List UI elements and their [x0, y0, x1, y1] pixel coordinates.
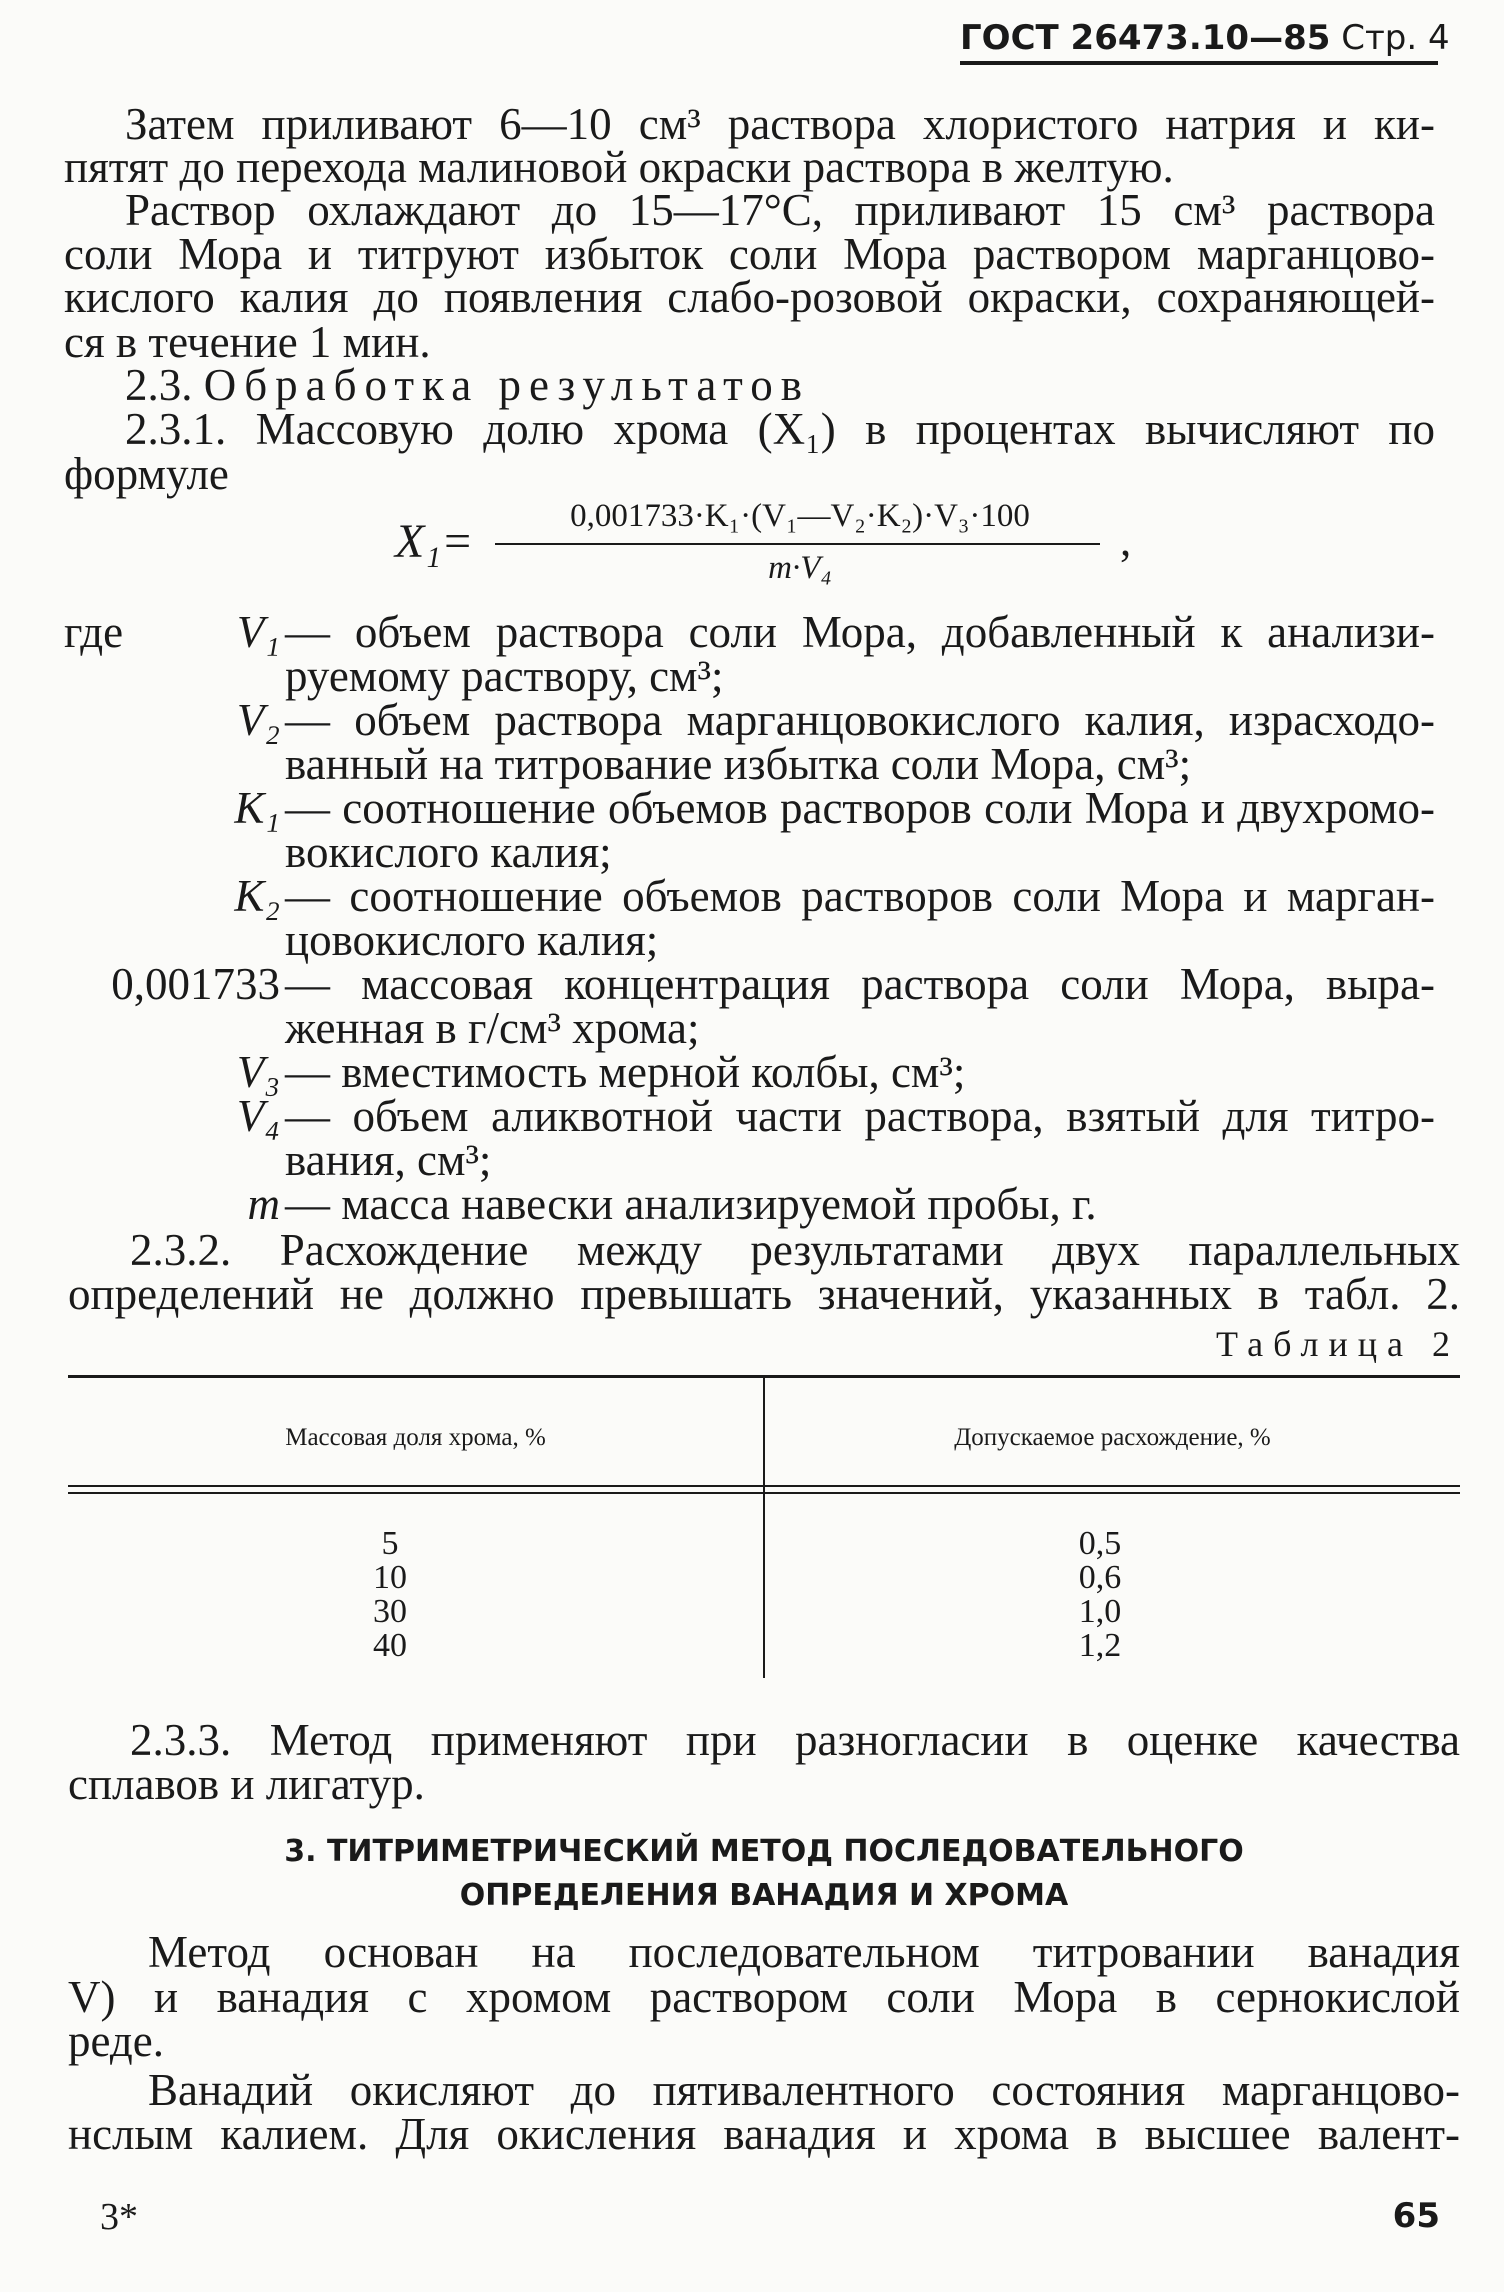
- table-header-chromium: Массовая доля хрома, %: [285, 1424, 546, 1451]
- def-concentration-line-2: женная в г/см³ хрома;: [285, 1003, 700, 1053]
- p-2-3-3-line-1: 2.3.3. Метод применяют при разногласии в оценке качества: [130, 1715, 1460, 1765]
- running-header: [960, 18, 1450, 78]
- def-symbol-k1: K₁: [234, 783, 280, 833]
- formula-lhs: X₁=: [395, 515, 474, 568]
- section-2-3-heading: [125, 360, 810, 410]
- p-2-3-3-line-2: сплавов и лигатур.: [68, 1759, 425, 1809]
- def-symbol-v4: V₄: [236, 1091, 280, 1141]
- def-v2-line-1: — объем раствора марганцовокислого калия, израсходо-: [285, 695, 1435, 745]
- p2-line-4: ся в течение 1 мин.: [64, 317, 431, 367]
- def-k2-line-1: — соотношение объемов растворов соли Мора и марган-: [285, 871, 1435, 921]
- p-2-3-2-line-1: 2.3.2. Расхождение между результатами двух параллельных: [130, 1225, 1460, 1275]
- def-v2-line-2: ванный на титрование избытка соли Мора, см³;: [285, 739, 1192, 789]
- def-symbol-v3: V₃: [236, 1047, 280, 1097]
- section-2-3-number: 2.3.: [125, 360, 193, 410]
- p-2-3-1-line-1: 2.3.1. Массовую долю хрома (X₁) в процентах вычисляют по: [125, 404, 1435, 454]
- section-2-3-title: Обработка результатов: [203, 360, 810, 410]
- p3-1-line-1: Метод основан на последовательном титровании ванадия: [148, 1927, 1460, 1977]
- p-2-3-2-line-2: определений не должно превышать значений, указанных в табл. 2.: [68, 1269, 1460, 1319]
- page-label: Стр. 4: [1341, 18, 1450, 58]
- table-cell-r1c1: 5: [381, 1525, 399, 1562]
- signature-mark: 3*: [100, 2196, 138, 2238]
- def-symbol-m: m: [247, 1179, 280, 1229]
- section-3-heading-line-2: ОПРЕДЕЛЕНИЯ ВАНАДИЯ И ХРОМА: [459, 1878, 1069, 1913]
- header-rule: [960, 61, 1438, 65]
- def-v4-line-2: вания, см³;: [285, 1135, 492, 1185]
- p3-2-line-2: нслым калием. Для окисления ванадия и хрома в высшее валент-: [68, 2109, 1460, 2159]
- formula-comma: ,: [1120, 515, 1132, 565]
- p3-2-line-1: Ванадий окисляют до пятивалентного состояния марганцово-: [148, 2065, 1460, 2115]
- table-cell-r3c2: 1,0: [1078, 1593, 1122, 1630]
- def-k1-line-1: — соотношение объемов растворов соли Мора и двухромо-: [285, 783, 1435, 833]
- fraction-bar: [495, 543, 1100, 545]
- section-3-heading-line-1: 3. ТИТРИМЕТРИЧЕСКИЙ МЕТОД ПОСЛЕДОВАТЕЛЬНОГО: [284, 1834, 1244, 1869]
- def-v4-line-1: — объем аликвотной части раствора, взятый для титро-: [285, 1091, 1435, 1141]
- def-m-line-1: — масса навески анализируемой пробы, г.: [285, 1179, 1097, 1229]
- p1-line-1: Затем приливают 6—10 см³ раствора хлористого натрия и ки-: [125, 99, 1435, 149]
- def-symbol-concentration: 0,001733: [111, 959, 280, 1009]
- def-v1-line-1: — объем раствора соли Мора, добавленный к анализи-: [285, 607, 1435, 657]
- table-header-rule-2: [68, 1492, 1460, 1494]
- p-2-3-1-line-2: формуле: [64, 449, 229, 499]
- p2-line-2: соли Мора и титруют избыток соли Мора раствором марганцово-: [64, 229, 1435, 279]
- gost-number: ГОСТ 26473.10—85: [960, 18, 1331, 58]
- def-v1-line-2: руемому раствору, см³;: [285, 651, 724, 701]
- table-header-deviation: Допускаемое расхождение, %: [954, 1424, 1271, 1451]
- table-header-rule-1: [68, 1485, 1460, 1487]
- def-concentration-line-1: — массовая концентрация раствора соли Мора, выра-: [285, 959, 1435, 1009]
- p2-line-3: кислого калия до появления слабо-розовой окраски, сохраняющей-: [64, 272, 1435, 322]
- def-k1-line-2: вокислого калия;: [285, 827, 612, 877]
- table-cell-r2c2: 0,6: [1078, 1559, 1122, 1596]
- table-cell-r4c2: 1,2: [1078, 1627, 1122, 1664]
- p3-1-line-3: реде.: [68, 2016, 164, 2066]
- table-cell-r2c1: 10: [373, 1559, 407, 1596]
- page-number: 65: [1392, 2196, 1440, 2236]
- formula-numerator: 0,001733·K₁·(V₁—V₂·K₂)·V₃·100: [570, 498, 1030, 534]
- formula-denominator: m·V₄: [768, 550, 832, 586]
- p3-1-line-2: V) и ванадия с хромом раствором соли Мора в сернокислой: [68, 1972, 1460, 2022]
- def-symbol-k2: K₂: [234, 871, 280, 921]
- table-cell-r4c1: 40: [373, 1627, 407, 1664]
- def-symbol-v1: V₁: [236, 607, 280, 657]
- table-cell-r1c2: 0,5: [1078, 1525, 1122, 1562]
- p1-line-2: пятят до перехода малиновой окраски раствора в желтую.: [64, 142, 1174, 192]
- def-k2-line-2: цовокислого калия;: [285, 915, 659, 965]
- def-symbol-v2: V₂: [236, 695, 280, 745]
- where-label: где: [64, 607, 124, 657]
- table-cell-r3c1: 30: [373, 1593, 407, 1630]
- p2-line-1: Раствор охлаждают до 15—17°С, приливают 15 см³ раствора: [125, 185, 1435, 235]
- def-v3-line-1: — вместимость мерной колбы, см³;: [285, 1047, 966, 1097]
- table-caption: Таблица 2: [1216, 1324, 1460, 1364]
